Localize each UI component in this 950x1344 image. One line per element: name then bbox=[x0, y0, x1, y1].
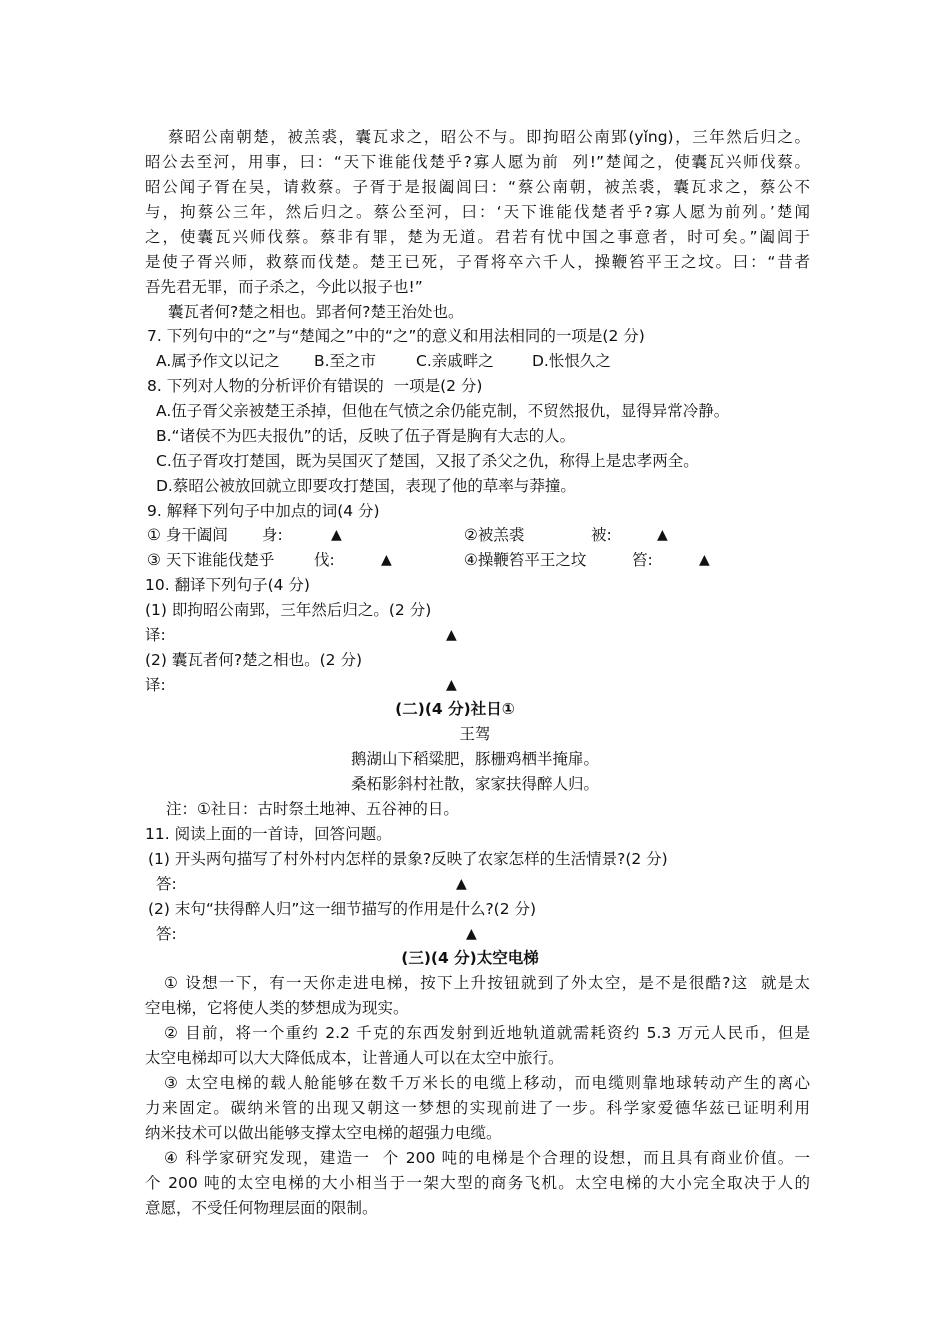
passage-line: 昭公闻子胥在吴，请救蔡。子胥于是报阖闾曰：“蔡公南朝，被羔裘，囊瓦求之，蔡公不 bbox=[145, 178, 810, 196]
passage-line: ④ 科学家研究发现，建造一 个 200 吨的电梯是个合理的设想，而且具有商业价值。一 bbox=[164, 1149, 810, 1167]
q9-item-1-word: 身: bbox=[262, 526, 283, 544]
question-11-stem: 11. 阅读上面的一首诗，回答问题。 bbox=[145, 825, 392, 843]
passage-line: 吾先君无罪，而子杀之，今此以报子也!” bbox=[145, 278, 423, 296]
passage-line: 与，拘蔡公三年，然后归之。蔡公至河，曰：‘天下谁能伐楚者乎?寡人愿为前列。’楚闻 bbox=[145, 203, 810, 221]
passage-line: ① 设想一下，有一天你走进电梯，按下上升按钮就到了外太空，是不是很酷?这 就是太 bbox=[164, 974, 810, 992]
q9-item-2-word: 被: bbox=[591, 526, 612, 544]
q9-item-4-word: 笞: bbox=[632, 551, 653, 569]
passage-line: 太空电梯却可以大大降低成本，让普通人可以在太空中旅行。 bbox=[145, 1049, 564, 1067]
q9-item-2-sentence: ②被羔裘 bbox=[464, 526, 525, 544]
q9-item-1-sentence: ① 身干阖闾 bbox=[147, 526, 228, 544]
q9-item-4-sentence: ④操鞭笞平王之坟 bbox=[464, 551, 587, 569]
answer-blank-marker[interactable]: ▲ bbox=[657, 527, 668, 543]
q7-option-a: A.属予作文以记之 bbox=[156, 352, 280, 370]
poem-line: 桑柘影斜村社散，家家扶得醉人归。 bbox=[350, 775, 599, 793]
answer-blank-marker[interactable]: ▲ bbox=[456, 876, 467, 892]
passage-3-heading: (三)(4 分)太空电梯 bbox=[401, 949, 539, 967]
answer-blank-marker[interactable]: ▲ bbox=[381, 552, 392, 568]
passage-line: 空电梯，它将使人类的梦想成为现实。 bbox=[145, 999, 409, 1017]
question-8-stem: 8. 下列对人物的分析评价有错误的 一项是(2 分) bbox=[147, 377, 483, 395]
q7-option-c: C.亲戚畔之 bbox=[416, 352, 494, 370]
question-7-stem: 7. 下列句中的“之”与“楚闻之”中的“之”的意义和用法相同的一项是(2 分) bbox=[147, 327, 645, 345]
answer-label: 答: bbox=[156, 875, 177, 893]
q8-option-a: A.伍子胥父亲被楚王杀掉，但他在气愤之余仍能克制，不贸然报仇，显得异常冷静。 bbox=[156, 402, 730, 420]
passage-line: 个 200 吨的太空电梯的大小相当于一架大型的商务飞机。太空电梯的大小完全取决于人的 bbox=[145, 1174, 810, 1192]
q9-item-3-sentence: ③ 天下谁能伐楚乎 bbox=[147, 551, 275, 569]
q8-option-c: C.伍子胥攻打楚国，既为吴国灭了楚国，又报了杀父之仇，称得上是忠孝两全。 bbox=[156, 452, 699, 470]
q11-sub-1: (1) 开头两句描写了村外村内怎样的景象?反映了农家怎样的生活情景?(2 分) bbox=[148, 850, 668, 868]
passage-line: 昭公去至河，用事，曰：“天下谁能伐楚乎?寡人愿为前 列!”楚闻之，使囊瓦兴师伐蔡。 bbox=[145, 153, 810, 171]
passage-line: 力来固定。碳纳米管的出现又朝这一梦想的实现前进了一步。科学家爱德华兹已证明利用 bbox=[145, 1099, 810, 1117]
q9-item-3-word: 伐: bbox=[314, 551, 335, 569]
translation-label: 译: bbox=[145, 676, 166, 694]
answer-blank-marker[interactable]: ▲ bbox=[446, 677, 457, 693]
q7-option-d: D.怅恨久之 bbox=[532, 352, 611, 370]
poem-note: 注：①社日：古时祭土地神、五谷神的日。 bbox=[166, 800, 459, 818]
passage-line: 意愿，不受任何物理层面的限制。 bbox=[145, 1199, 378, 1217]
q8-option-b: B.“诸侯不为匹夫报仇”的话，反映了伍子胥是胸有大志的人。 bbox=[156, 427, 576, 445]
question-9-stem: 9. 解释下列句子中加点的词(4 分) bbox=[147, 502, 380, 520]
passage-line: 囊瓦者何?楚之相也。郢者何?楚王治处也。 bbox=[168, 303, 464, 321]
answer-label: 答: bbox=[156, 925, 177, 943]
answer-blank-marker[interactable]: ▲ bbox=[446, 627, 457, 643]
passage-line: 蔡昭公南朝楚，被羔裘，囊瓦求之，昭公不与。即拘昭公南郢(yǐng)，三年然后归之。 bbox=[168, 128, 810, 146]
answer-blank-marker[interactable]: ▲ bbox=[699, 552, 710, 568]
poem-heading: (二)(4 分)社日① bbox=[395, 700, 515, 718]
q7-option-b: B.至之市 bbox=[314, 352, 377, 370]
passage-line: 之，使囊瓦兴师伐蔡。蔡非有罪，楚为无道。君若有忧中国之事意者，时可矣。”阖闾于 bbox=[145, 228, 810, 246]
answer-blank-marker[interactable]: ▲ bbox=[331, 527, 342, 543]
passage-line: ② 目前，将一个重约 2.2 千克的东西发射到近地轨道就需耗资约 5.3 万元人民币，但是 bbox=[164, 1024, 810, 1042]
answer-blank-marker[interactable]: ▲ bbox=[466, 926, 477, 942]
poem-author: 王驾 bbox=[459, 725, 491, 743]
q11-sub-2: (2) 末句“扶得醉人归”这一细节描写的作用是什么?(2 分) bbox=[148, 900, 537, 918]
passage-line: 纳米技术可以做出能够支撑太空电梯的超强力电缆。 bbox=[145, 1124, 502, 1142]
translation-label: 译: bbox=[145, 626, 166, 644]
question-10-stem: 10. 翻译下列句子(4 分) bbox=[145, 576, 310, 594]
q10-sentence-1: (1) 即拘昭公南郢，三年然后归之。(2 分) bbox=[145, 601, 432, 619]
q8-option-d: D.蔡昭公被放回就立即要攻打楚国，表现了他的草率与莽撞。 bbox=[156, 477, 576, 495]
q10-sentence-2: (2) 囊瓦者何?楚之相也。(2 分) bbox=[145, 651, 362, 669]
poem-line: 鹅湖山下稻粱肥，豚栅鸡栖半掩扉。 bbox=[350, 750, 599, 768]
passage-line: ③ 太空电梯的载人舱能够在数千万米长的电缆上移动，而电缆则靠地球转动产生的离心 bbox=[164, 1074, 810, 1092]
passage-line: 是使子胥兴师，救蔡而伐楚。楚王已死，子胥将卒六千人，操鞭笞平王之坟。曰：“昔者 bbox=[145, 253, 810, 271]
